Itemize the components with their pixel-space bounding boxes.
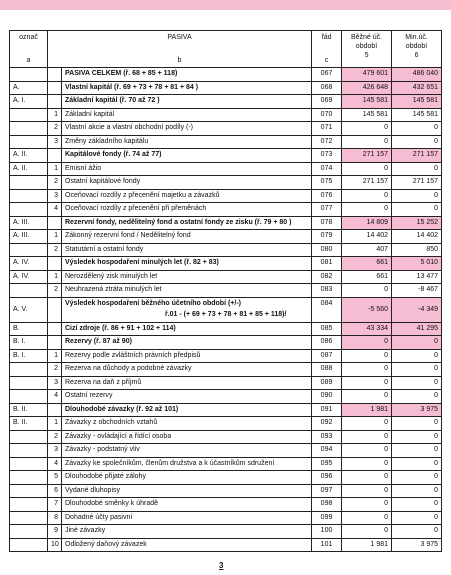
row-value-previous: -4 349: [392, 297, 442, 322]
row-item-number: [48, 216, 62, 230]
row-line-number: 078: [312, 216, 342, 230]
row-item-number: [48, 81, 62, 95]
row-value-current: 271 157: [342, 176, 392, 190]
row-code: A. II.: [10, 149, 48, 163]
table-row: [10, 363, 442, 377]
row-value-previous: 486 040: [392, 68, 442, 82]
table-row: [10, 525, 442, 539]
row-value-current: 0: [342, 203, 392, 217]
row-label: Jiné závazky: [62, 525, 312, 539]
row-code: A. I.: [10, 95, 48, 109]
row-code: [10, 390, 48, 404]
row-code: A. III.: [10, 230, 48, 244]
row-value-previous: 0: [392, 444, 442, 458]
row-code: A. II.: [10, 162, 48, 176]
row-item-number: 4: [48, 457, 62, 471]
row-label: PASIVA CELKEM (ř. 68 + 85 + 118): [62, 68, 312, 82]
row-value-current: 0: [342, 284, 392, 298]
row-line-number: 068: [312, 81, 342, 95]
row-item-number: [48, 95, 62, 109]
row-line-number: 098: [312, 498, 342, 512]
row-line-number: 099: [312, 511, 342, 525]
row-value-current: 661: [342, 257, 392, 271]
row-value-previous: 271 157: [392, 149, 442, 163]
row-value-previous: 0: [392, 336, 442, 350]
row-label: Rezerva na daň z příjmů: [62, 376, 312, 390]
table-row: [10, 444, 442, 458]
row-line-number: 072: [312, 135, 342, 149]
row-code: [10, 203, 48, 217]
row-line-number: 096: [312, 471, 342, 485]
row-value-current: 0: [342, 390, 392, 404]
row-label: Základní kapitál: [62, 108, 312, 122]
table-row: [10, 498, 442, 512]
row-value-current: 0: [342, 349, 392, 363]
row-line-number: 082: [312, 270, 342, 284]
row-item-number: 3: [48, 189, 62, 203]
row-item-number: 1: [48, 417, 62, 431]
row-value-previous: 3 975: [392, 403, 442, 417]
row-value-previous: 0: [392, 135, 442, 149]
table-row: [10, 189, 442, 203]
row-value-current: 145 581: [342, 95, 392, 109]
row-code: [10, 108, 48, 122]
row-label: Odložený daňový závazek: [62, 538, 312, 552]
row-label: Vlastní kapitál (ř. 69 + 73 + 78 + 81 + 84 ): [62, 81, 312, 95]
row-value-previous: 0: [392, 203, 442, 217]
page-number: 3: [219, 561, 224, 570]
row-value-previous: 0: [392, 471, 442, 485]
table-row: [10, 203, 442, 217]
row-label: Rezerva na důchody a podobné závazky: [62, 363, 312, 377]
row-value-previous: 0: [392, 162, 442, 176]
row-item-number: 1: [48, 108, 62, 122]
row-code: B.: [10, 322, 48, 336]
row-value-current: 1 981: [342, 538, 392, 552]
row-value-previous: 850: [392, 243, 442, 257]
row-line-number: 079: [312, 230, 342, 244]
row-label-line2: ř.01 - (+ 69 + 73 + 78 + 81 + 85 + 118)/: [165, 310, 287, 318]
row-code: [10, 243, 48, 257]
row-value-current: 0: [342, 498, 392, 512]
row-value-previous: 0: [392, 430, 442, 444]
table-row: [10, 108, 442, 122]
row-value-current: 0: [342, 363, 392, 377]
row-code: A. V.: [10, 297, 48, 322]
row-label: Dohadné účty pasivní: [62, 511, 312, 525]
row-line-number: 081: [312, 257, 342, 271]
table-row: [10, 471, 442, 485]
pasiva-table: [9, 30, 442, 552]
header-row: [10, 31, 442, 68]
table-row: [10, 230, 442, 244]
row-label: Závazky z obchodních vztahů: [62, 417, 312, 431]
row-label-line1: Výsledek hospodaření běžného účetního období (+/-): [65, 299, 241, 307]
row-line-number: 086: [312, 336, 342, 350]
row-item-number: 2: [48, 430, 62, 444]
row-value-previous: 41 295: [392, 322, 442, 336]
row-line-number: 073: [312, 149, 342, 163]
row-item-number: 6: [48, 484, 62, 498]
row-item-number: 1: [48, 230, 62, 244]
table-row: [10, 511, 442, 525]
row-line-number: 070: [312, 108, 342, 122]
row-item-number: 2: [48, 176, 62, 190]
row-value-previous: 0: [392, 525, 442, 539]
table-row: [10, 243, 442, 257]
table-row: [10, 176, 442, 190]
row-value-current: 479 601: [342, 68, 392, 82]
table-row: [10, 390, 442, 404]
row-item-number: [48, 297, 62, 322]
row-label: Změny základního kapitálu: [62, 135, 312, 149]
row-value-current: 0: [342, 457, 392, 471]
row-label: Cizí zdroje (ř. 86 + 91 + 102 + 114): [62, 322, 312, 336]
row-label: Oceňovací rozdíly z přecenění při přeměnách: [62, 203, 312, 217]
row-value-previous: 13 477: [392, 270, 442, 284]
row-item-number: [48, 68, 62, 82]
row-value-current: 0: [342, 444, 392, 458]
row-code: [10, 363, 48, 377]
row-label: [62, 297, 312, 322]
row-label: Ostatní rezervy: [62, 390, 312, 404]
row-label: Závazky - ovládající a řídící osoba: [62, 430, 312, 444]
row-item-number: 3: [48, 135, 62, 149]
row-value-current: 661: [342, 270, 392, 284]
row-value-previous: -8 467: [392, 284, 442, 298]
table-row: [10, 376, 442, 390]
row-value-previous: 0: [392, 417, 442, 431]
row-line-number: 092: [312, 417, 342, 431]
row-code: [10, 376, 48, 390]
table-row: [10, 81, 442, 95]
row-value-current: 0: [342, 336, 392, 350]
row-value-previous: 0: [392, 189, 442, 203]
table-row: [10, 257, 442, 271]
row-label: Kapitálové fondy (ř. 74 až 77): [62, 149, 312, 163]
row-code: [10, 471, 48, 485]
row-line-number: 071: [312, 122, 342, 136]
row-value-previous: 0: [392, 484, 442, 498]
row-label: Oceňovací rozdíly z přecenění majetku a závazků: [62, 189, 312, 203]
row-label: Závazky ke společníkům, členům družstva a k účastníkům sdružení: [62, 457, 312, 471]
table-body: [10, 68, 442, 552]
row-line-number: 067: [312, 68, 342, 82]
row-value-previous: 432 651: [392, 81, 442, 95]
table-row: [10, 403, 442, 417]
top-color-strip: [0, 0, 451, 10]
row-code: A. IV.: [10, 257, 48, 271]
row-value-current: 1 981: [342, 403, 392, 417]
row-value-current: 0: [342, 122, 392, 136]
table-row: [10, 149, 442, 163]
row-line-number: 074: [312, 162, 342, 176]
col-b-header: PASIVA b: [48, 31, 312, 68]
row-code: A.: [10, 81, 48, 95]
row-item-number: 2: [48, 284, 62, 298]
row-line-number: 083: [312, 284, 342, 298]
row-code: [10, 68, 48, 82]
row-line-number: 069: [312, 95, 342, 109]
row-label: Rezervní fondy, nedělitelný fond a ostatní fondy ze zisku (ř. 79 + 80 ): [62, 216, 312, 230]
table-row: [10, 457, 442, 471]
row-value-previous: 14 402: [392, 230, 442, 244]
row-item-number: [48, 149, 62, 163]
row-code: [10, 538, 48, 552]
row-value-previous: 145 581: [392, 95, 442, 109]
row-value-previous: 0: [392, 511, 442, 525]
row-value-previous: 271 157: [392, 176, 442, 190]
row-code: [10, 176, 48, 190]
row-item-number: [48, 257, 62, 271]
col-c-header: řád c: [312, 31, 342, 68]
row-value-current: 0: [342, 484, 392, 498]
row-code: [10, 430, 48, 444]
row-label: Rezervy podle zvláštních právních předpisů: [62, 349, 312, 363]
row-line-number: 090: [312, 390, 342, 404]
row-code: [10, 457, 48, 471]
row-item-number: [48, 336, 62, 350]
table-row: [10, 162, 442, 176]
col-a-header: označ a: [10, 31, 48, 68]
row-value-previous: 0: [392, 376, 442, 390]
row-line-number: 093: [312, 430, 342, 444]
row-item-number: 2: [48, 122, 62, 136]
row-line-number: 085: [312, 322, 342, 336]
row-code: B. II.: [10, 417, 48, 431]
row-item-number: 5: [48, 471, 62, 485]
row-value-current: 0: [342, 525, 392, 539]
row-code: [10, 444, 48, 458]
row-label: Ostatní kapitálové fondy: [62, 176, 312, 190]
table-row: [10, 417, 442, 431]
table-row: [10, 538, 442, 552]
row-code: A. III.: [10, 216, 48, 230]
table-row: [10, 430, 442, 444]
row-item-number: 10: [48, 538, 62, 552]
row-value-previous: 0: [392, 349, 442, 363]
row-line-number: 100: [312, 525, 342, 539]
table-row: [10, 216, 442, 230]
row-code: [10, 484, 48, 498]
row-value-current: 0: [342, 376, 392, 390]
row-line-number: 087: [312, 349, 342, 363]
row-code: [10, 284, 48, 298]
row-line-number: 077: [312, 203, 342, 217]
table-row: [10, 349, 442, 363]
row-line-number: 097: [312, 484, 342, 498]
row-value-current: 0: [342, 430, 392, 444]
row-item-number: 4: [48, 203, 62, 217]
row-value-previous: 0: [392, 122, 442, 136]
row-value-previous: 0: [392, 363, 442, 377]
row-label: Dlouhodobé přijaté zálohy: [62, 471, 312, 485]
row-label: Statutární a ostatní fondy: [62, 243, 312, 257]
row-code: B. I.: [10, 349, 48, 363]
row-value-current: 145 581: [342, 108, 392, 122]
row-value-current: 43 334: [342, 322, 392, 336]
row-code: [10, 122, 48, 136]
col-6-header: Min.úč. období 6: [392, 31, 442, 68]
table-row: [10, 95, 442, 109]
table-row: [10, 297, 442, 322]
row-value-current: -5 560: [342, 297, 392, 322]
row-item-number: 3: [48, 444, 62, 458]
row-value-current: 271 157: [342, 149, 392, 163]
row-item-number: 1: [48, 162, 62, 176]
row-item-number: 9: [48, 525, 62, 539]
row-label: Rezervy (ř. 87 až 90): [62, 336, 312, 350]
row-item-number: 1: [48, 349, 62, 363]
row-value-current: 426 648: [342, 81, 392, 95]
row-item-number: 3: [48, 376, 62, 390]
row-code: B. I.: [10, 336, 48, 350]
row-item-number: 4: [48, 390, 62, 404]
row-item-number: 7: [48, 498, 62, 512]
row-item-number: 2: [48, 363, 62, 377]
row-value-previous: 5 010: [392, 257, 442, 271]
table-row: [10, 270, 442, 284]
row-label: Neuhrazená ztráta minulých let: [62, 284, 312, 298]
row-label: Nerozdělený zisk minulých let: [62, 270, 312, 284]
row-item-number: 1: [48, 270, 62, 284]
row-value-previous: 0: [392, 498, 442, 512]
table-row: [10, 135, 442, 149]
row-value-previous: 0: [392, 390, 442, 404]
row-label: Dlouhodobé závazky (ř. 92 až 101): [62, 403, 312, 417]
row-value-previous: 0: [392, 457, 442, 471]
row-code: [10, 525, 48, 539]
table-row: [10, 336, 442, 350]
table-row: [10, 322, 442, 336]
row-code: [10, 189, 48, 203]
col-5-header: Běžné úč. období 5: [342, 31, 392, 68]
row-line-number: 084: [312, 297, 342, 322]
row-value-previous: 15 252: [392, 216, 442, 230]
row-line-number: 076: [312, 189, 342, 203]
row-line-number: 088: [312, 363, 342, 377]
table-row: [10, 284, 442, 298]
table-row: [10, 68, 442, 82]
row-label: Emisní ážio: [62, 162, 312, 176]
row-value-current: 0: [342, 471, 392, 485]
row-code: [10, 498, 48, 512]
table-row: [10, 484, 442, 498]
row-value-current: 0: [342, 511, 392, 525]
row-value-current: 14 402: [342, 230, 392, 244]
row-label: Zákonný rezervní fond / Nedělitelný fond: [62, 230, 312, 244]
row-item-number: [48, 403, 62, 417]
row-label: Základní kapitál (ř. 70 až 72 ): [62, 95, 312, 109]
table-row: [10, 122, 442, 136]
row-value-current: 14 809: [342, 216, 392, 230]
row-label: Vlastní akcie a vlastní obchodní podíly (-): [62, 122, 312, 136]
row-label: Závazky - podstatný vliv: [62, 444, 312, 458]
row-code: [10, 511, 48, 525]
row-value-current: 0: [342, 417, 392, 431]
row-label: Dlouhodobé směnky k úhradě: [62, 498, 312, 512]
row-line-number: 094: [312, 444, 342, 458]
row-line-number: 095: [312, 457, 342, 471]
row-line-number: 089: [312, 376, 342, 390]
row-line-number: 091: [312, 403, 342, 417]
row-value-current: 407: [342, 243, 392, 257]
row-value-previous: 3 975: [392, 538, 442, 552]
row-item-number: [48, 322, 62, 336]
row-item-number: 8: [48, 511, 62, 525]
row-label: Výsledek hospodaření minulých let (ř. 82 + 83): [62, 257, 312, 271]
row-label: Vydané dluhopisy: [62, 484, 312, 498]
row-item-number: 2: [48, 243, 62, 257]
row-value-current: 0: [342, 135, 392, 149]
row-value-current: 0: [342, 162, 392, 176]
row-line-number: 075: [312, 176, 342, 190]
row-value-previous: 145 581: [392, 108, 442, 122]
row-line-number: 101: [312, 538, 342, 552]
row-code: A. IV.: [10, 270, 48, 284]
row-value-current: 0: [342, 189, 392, 203]
row-code: B. II.: [10, 403, 48, 417]
row-line-number: 080: [312, 243, 342, 257]
row-code: [10, 135, 48, 149]
